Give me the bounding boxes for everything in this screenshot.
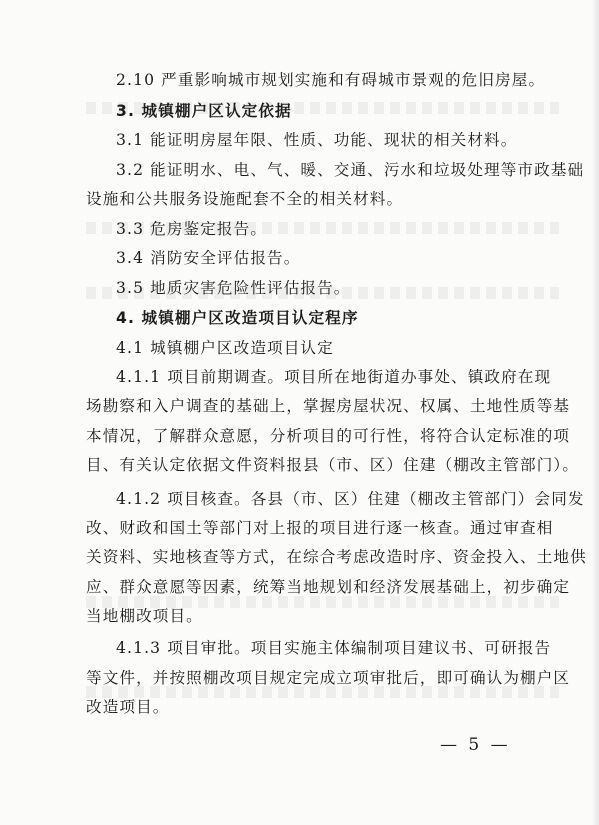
subsection-heading: 4.1 城镇棚户区改造项目认定: [116, 339, 334, 357]
section-heading: 3. 城镇棚户区认定依据: [116, 102, 292, 120]
section-heading: 4. 城镇棚户区改造项目认定程序: [116, 309, 359, 327]
page-number: — 5 —: [440, 735, 511, 755]
text-line: 3.5 地质灾害危险性评估报告。: [116, 279, 351, 297]
text-line: 3.4 消防安全评估报告。: [116, 249, 301, 267]
text-line: 设施和公共服务设施配套不全的相关材料。: [86, 190, 404, 208]
text-line: 改造项目。: [86, 698, 170, 716]
text-line: 3.3 危房鉴定报告。: [116, 220, 268, 238]
text-line: 3.1 能证明房屋年限、性质、功能、现状的相关材料。: [116, 131, 518, 149]
text-line: 改、财政和国土等部门对上报的项目进行逐一核查。通过审查相: [86, 519, 554, 537]
text-line: 等文件，并按照棚改项目规定完成立项审批后，即可确认为棚户区: [86, 669, 571, 687]
text-line: 本情况，了解群众意愿，分析项目的可行性，将符合认定标准的项: [86, 427, 571, 445]
text-line: 3.2 能证明水、电、气、暖、交通、污水和垃圾处理等市政基础: [116, 161, 585, 179]
text-line: 4.1.1 项目前期调查。项目所在地街道办事处、镇政府在现: [116, 368, 552, 386]
page-edge-shadow: [591, 0, 599, 825]
text-line: 关资料、实地核查等方式，在综合考虑改造时序、资金投入、土地供: [86, 548, 587, 566]
text-line: 4.1.3 项目审批。项目实施主体编制项目建议书、可研报告: [116, 639, 552, 657]
text-line: 场勘察和入户调查的基础上，掌握房屋状况、权属、土地性质等基: [86, 397, 571, 415]
text-line: 目、有关认定依据文件资料报县（市、区）住建（棚改主管部门）。: [86, 456, 580, 474]
text-line: 应、群众意愿等因素，统筹当地规划和经济发展基础上，初步确定: [86, 578, 571, 596]
text-line: 4.1.2 项目核查。各县（市、区）住建（棚改主管部门）会同发: [116, 490, 585, 508]
text-line: 当地棚改项目。: [86, 607, 203, 625]
text-line: 2.10 严重影响城市规划实施和有碍城市景观的危旧房屋。: [116, 71, 546, 89]
